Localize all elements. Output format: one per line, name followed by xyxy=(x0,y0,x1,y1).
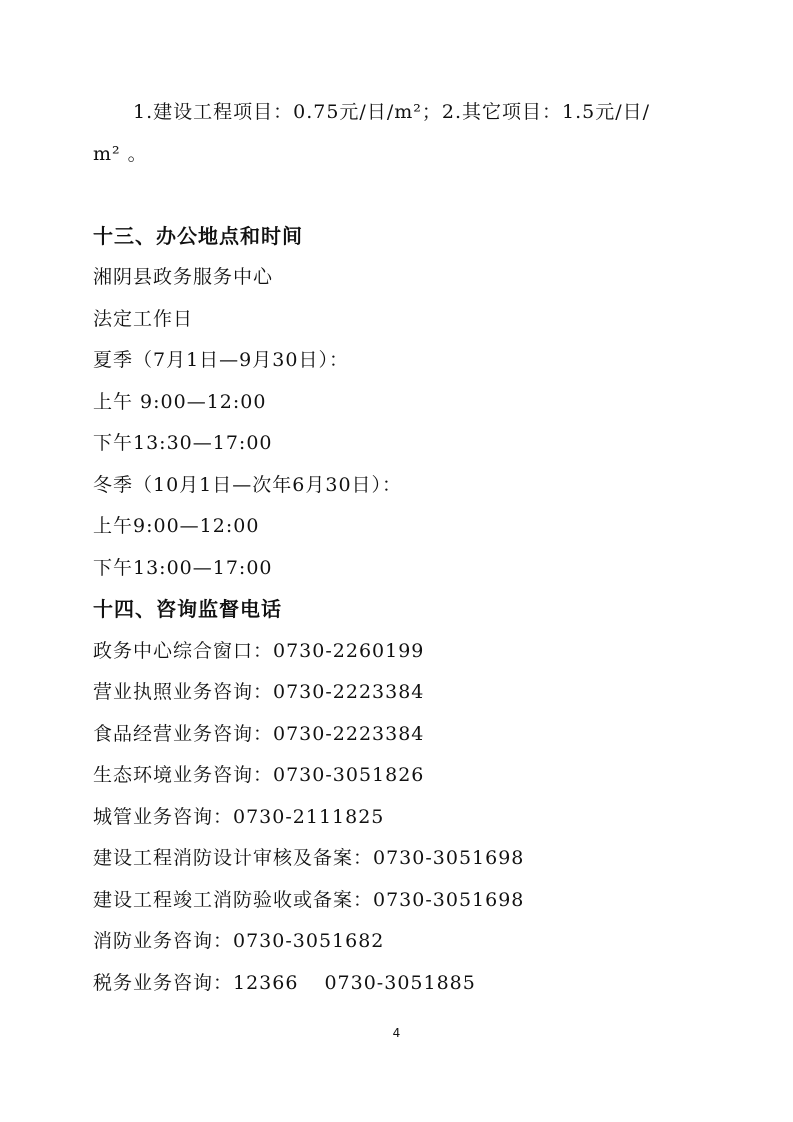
section-13-heading: 十三、办公地点和时间 xyxy=(93,224,303,248)
section-14-line: 生态环境业务咨询：0730-3051826 xyxy=(93,764,425,786)
fee-line-2: m² 。 xyxy=(93,143,148,165)
page-number: 4 xyxy=(392,1026,401,1040)
section-14-line: 城管业务咨询：0730-2111825 xyxy=(93,806,385,828)
section-14-line: 建设工程竣工消防验收或备案：0730-3051698 xyxy=(93,889,525,911)
tax-consult-phone: 0730-3051885 xyxy=(324,972,476,994)
section-14-line: 政务中心综合窗口：0730-2260199 xyxy=(93,640,425,662)
fee-line-1: 1.建设工程项目：0.75元/日/m²；2.其它项目：1.5元/日/ xyxy=(133,101,651,123)
section-13-line: 湘阴县政务服务中心 xyxy=(93,266,274,288)
section-13-line: 下午13:30—17:00 xyxy=(93,432,273,454)
section-14-line: 消防业务咨询：0730-3051682 xyxy=(93,930,385,952)
section-14-line: 建设工程消防设计审核及备案：0730-3051698 xyxy=(93,847,525,869)
section-14-heading: 十四、咨询监督电话 xyxy=(93,597,282,621)
section-13-line: 下午13:00—17:00 xyxy=(93,557,273,579)
tax-consult-label: 税务业务咨询：12366 xyxy=(93,972,299,994)
section-14-line: 食品经营业务咨询：0730-2223384 xyxy=(93,723,425,745)
section-13-line: 上午 9:00—12:00 xyxy=(93,391,267,413)
section-13-line: 上午9:00—12:00 xyxy=(93,515,260,537)
tax-consult-line xyxy=(93,971,476,995)
section-13-line: 冬季（10月1日—次年6月30日）： xyxy=(93,474,403,496)
section-13-line: 法定工作日 xyxy=(93,308,194,330)
section-14-line: 营业执照业务咨询：0730-2223384 xyxy=(93,681,425,703)
section-13-line: 夏季（7月1日—9月30日）： xyxy=(93,349,349,371)
